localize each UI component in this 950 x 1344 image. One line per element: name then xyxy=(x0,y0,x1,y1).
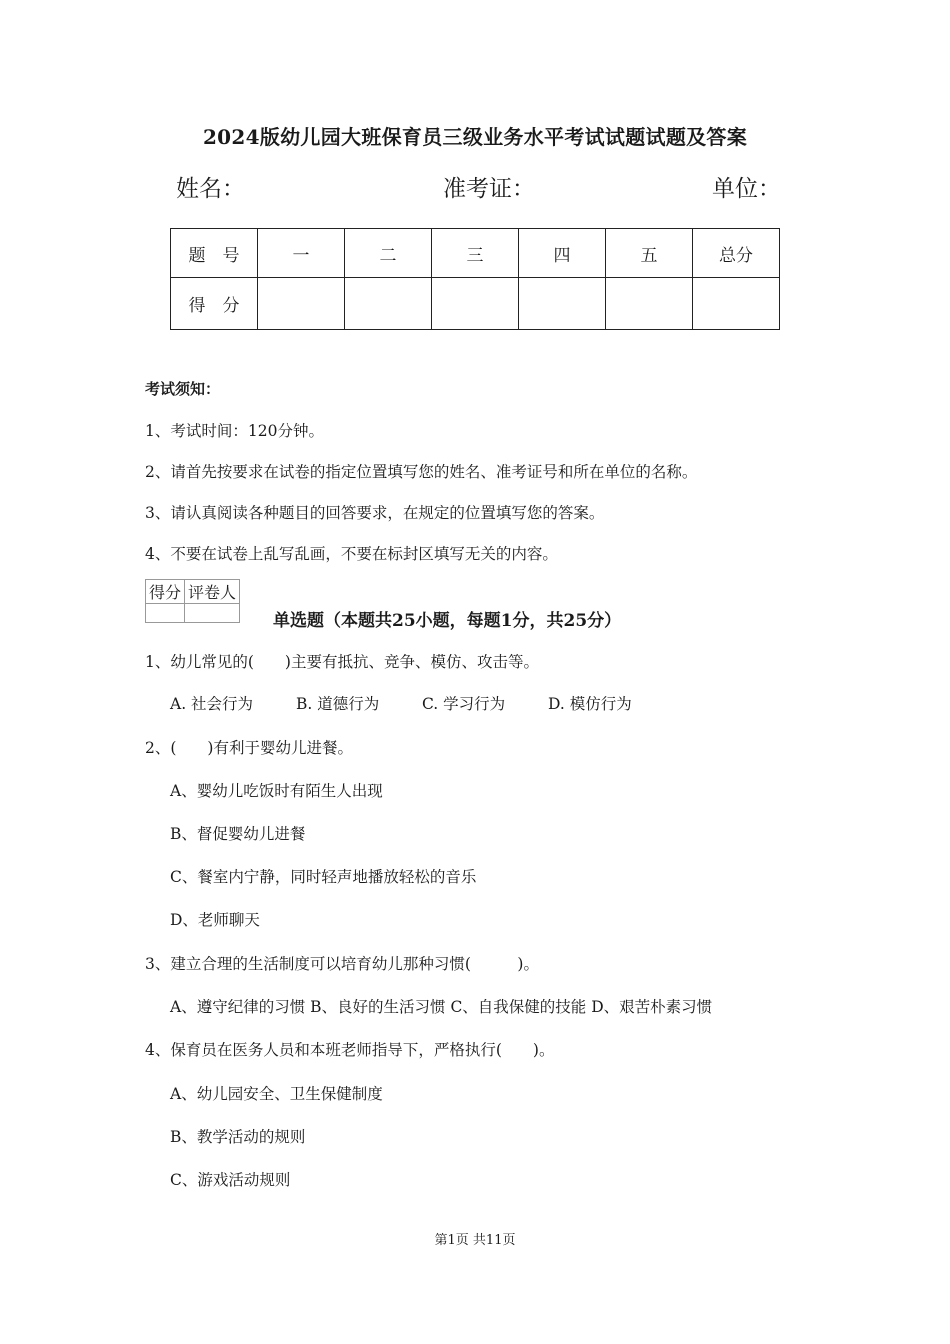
option-d[interactable]: D、老师聊天 xyxy=(170,911,260,929)
notice-item: 4、不要在试卷上乱写乱画，不要在标封区填写无关的内容。 xyxy=(145,545,558,563)
header-cell: 一 xyxy=(258,229,345,278)
question-stem: 2、( )有利于婴幼儿进餐。 xyxy=(145,739,353,757)
notice-heading: 考试须知： xyxy=(145,380,221,398)
score-cell[interactable] xyxy=(606,278,693,330)
option-c[interactable]: C、餐室内宁静，同时轻声地播放轻松的音乐 xyxy=(170,868,477,886)
document-title: 2024版幼儿园大班保育员三级业务水平考试试题试题及答案 xyxy=(202,125,748,149)
score-table-header-row xyxy=(171,229,780,278)
option-c[interactable]: C、游戏活动规则 xyxy=(170,1171,291,1189)
score-cell[interactable] xyxy=(345,278,432,330)
option-a[interactable]: A. 社会行为 xyxy=(170,695,254,713)
header-cell: 题 号 xyxy=(171,229,258,278)
question-stem: 1、幼儿常见的( )主要有抵抗、竞争、模仿、攻击等。 xyxy=(145,653,539,671)
header-cell: 四 xyxy=(519,229,606,278)
header-cell: 二 xyxy=(345,229,432,278)
grader-score-cell[interactable] xyxy=(146,604,185,623)
option-c[interactable]: C. 学习行为 xyxy=(422,695,506,713)
score-table-score-row xyxy=(171,278,780,330)
unit-field-label: 单位： xyxy=(712,176,781,202)
exam-number-field-label: 准考证： xyxy=(443,176,535,202)
score-cell[interactable] xyxy=(693,278,780,330)
score-cell[interactable] xyxy=(519,278,606,330)
notice-item: 2、请首先按要求在试卷的指定位置填写您的姓名、准考证号和所在单位的名称。 xyxy=(145,463,698,481)
name-field-label: 姓名： xyxy=(176,176,245,202)
option-a[interactable]: A、婴幼儿吃饭时有陌生人出现 xyxy=(170,782,383,800)
score-cell[interactable] xyxy=(432,278,519,330)
score-table xyxy=(170,228,780,330)
grader-reviewer-cell[interactable] xyxy=(185,604,240,623)
question-options xyxy=(170,692,632,714)
grader-reviewer-label: 评卷人 xyxy=(185,580,240,604)
header-cell: 总分 xyxy=(693,229,780,278)
page-footer: 第1页 共11页 xyxy=(434,1233,516,1248)
option-a[interactable]: A、幼儿园安全、卫生保健制度 xyxy=(170,1085,383,1103)
notice-item: 3、请认真阅读各种题目的回答要求，在规定的位置填写您的答案。 xyxy=(145,504,605,522)
section-title: 单选题（本题共25小题，每题1分，共25分） xyxy=(273,611,622,631)
header-cell: 三 xyxy=(432,229,519,278)
row-label-cell: 得 分 xyxy=(171,278,258,330)
option-b[interactable]: B、教学活动的规则 xyxy=(170,1128,306,1146)
grader-box xyxy=(145,579,240,623)
grader-header-row xyxy=(146,580,240,604)
option-d[interactable]: D. 模仿行为 xyxy=(548,695,632,713)
grader-score-label: 得分 xyxy=(146,580,185,604)
option-b[interactable]: B. 道德行为 xyxy=(296,695,380,713)
question-stem: 3、建立合理的生活制度可以培育幼儿那种习惯( )。 xyxy=(145,955,539,973)
option-b[interactable]: B、督促婴幼儿进餐 xyxy=(170,825,306,843)
grader-blank-row xyxy=(146,604,240,623)
question-stem: 4、保育员在医务人员和本班老师指导下，严格执行( )。 xyxy=(145,1041,555,1059)
score-cell[interactable] xyxy=(258,278,345,330)
notice-item: 1、考试时间：120分钟。 xyxy=(145,422,324,440)
header-cell: 五 xyxy=(606,229,693,278)
question-options[interactable]: A、遵守纪律的习惯 B、良好的生活习惯 C、自我保健的技能 D、艰苦朴素习惯 xyxy=(170,998,713,1016)
